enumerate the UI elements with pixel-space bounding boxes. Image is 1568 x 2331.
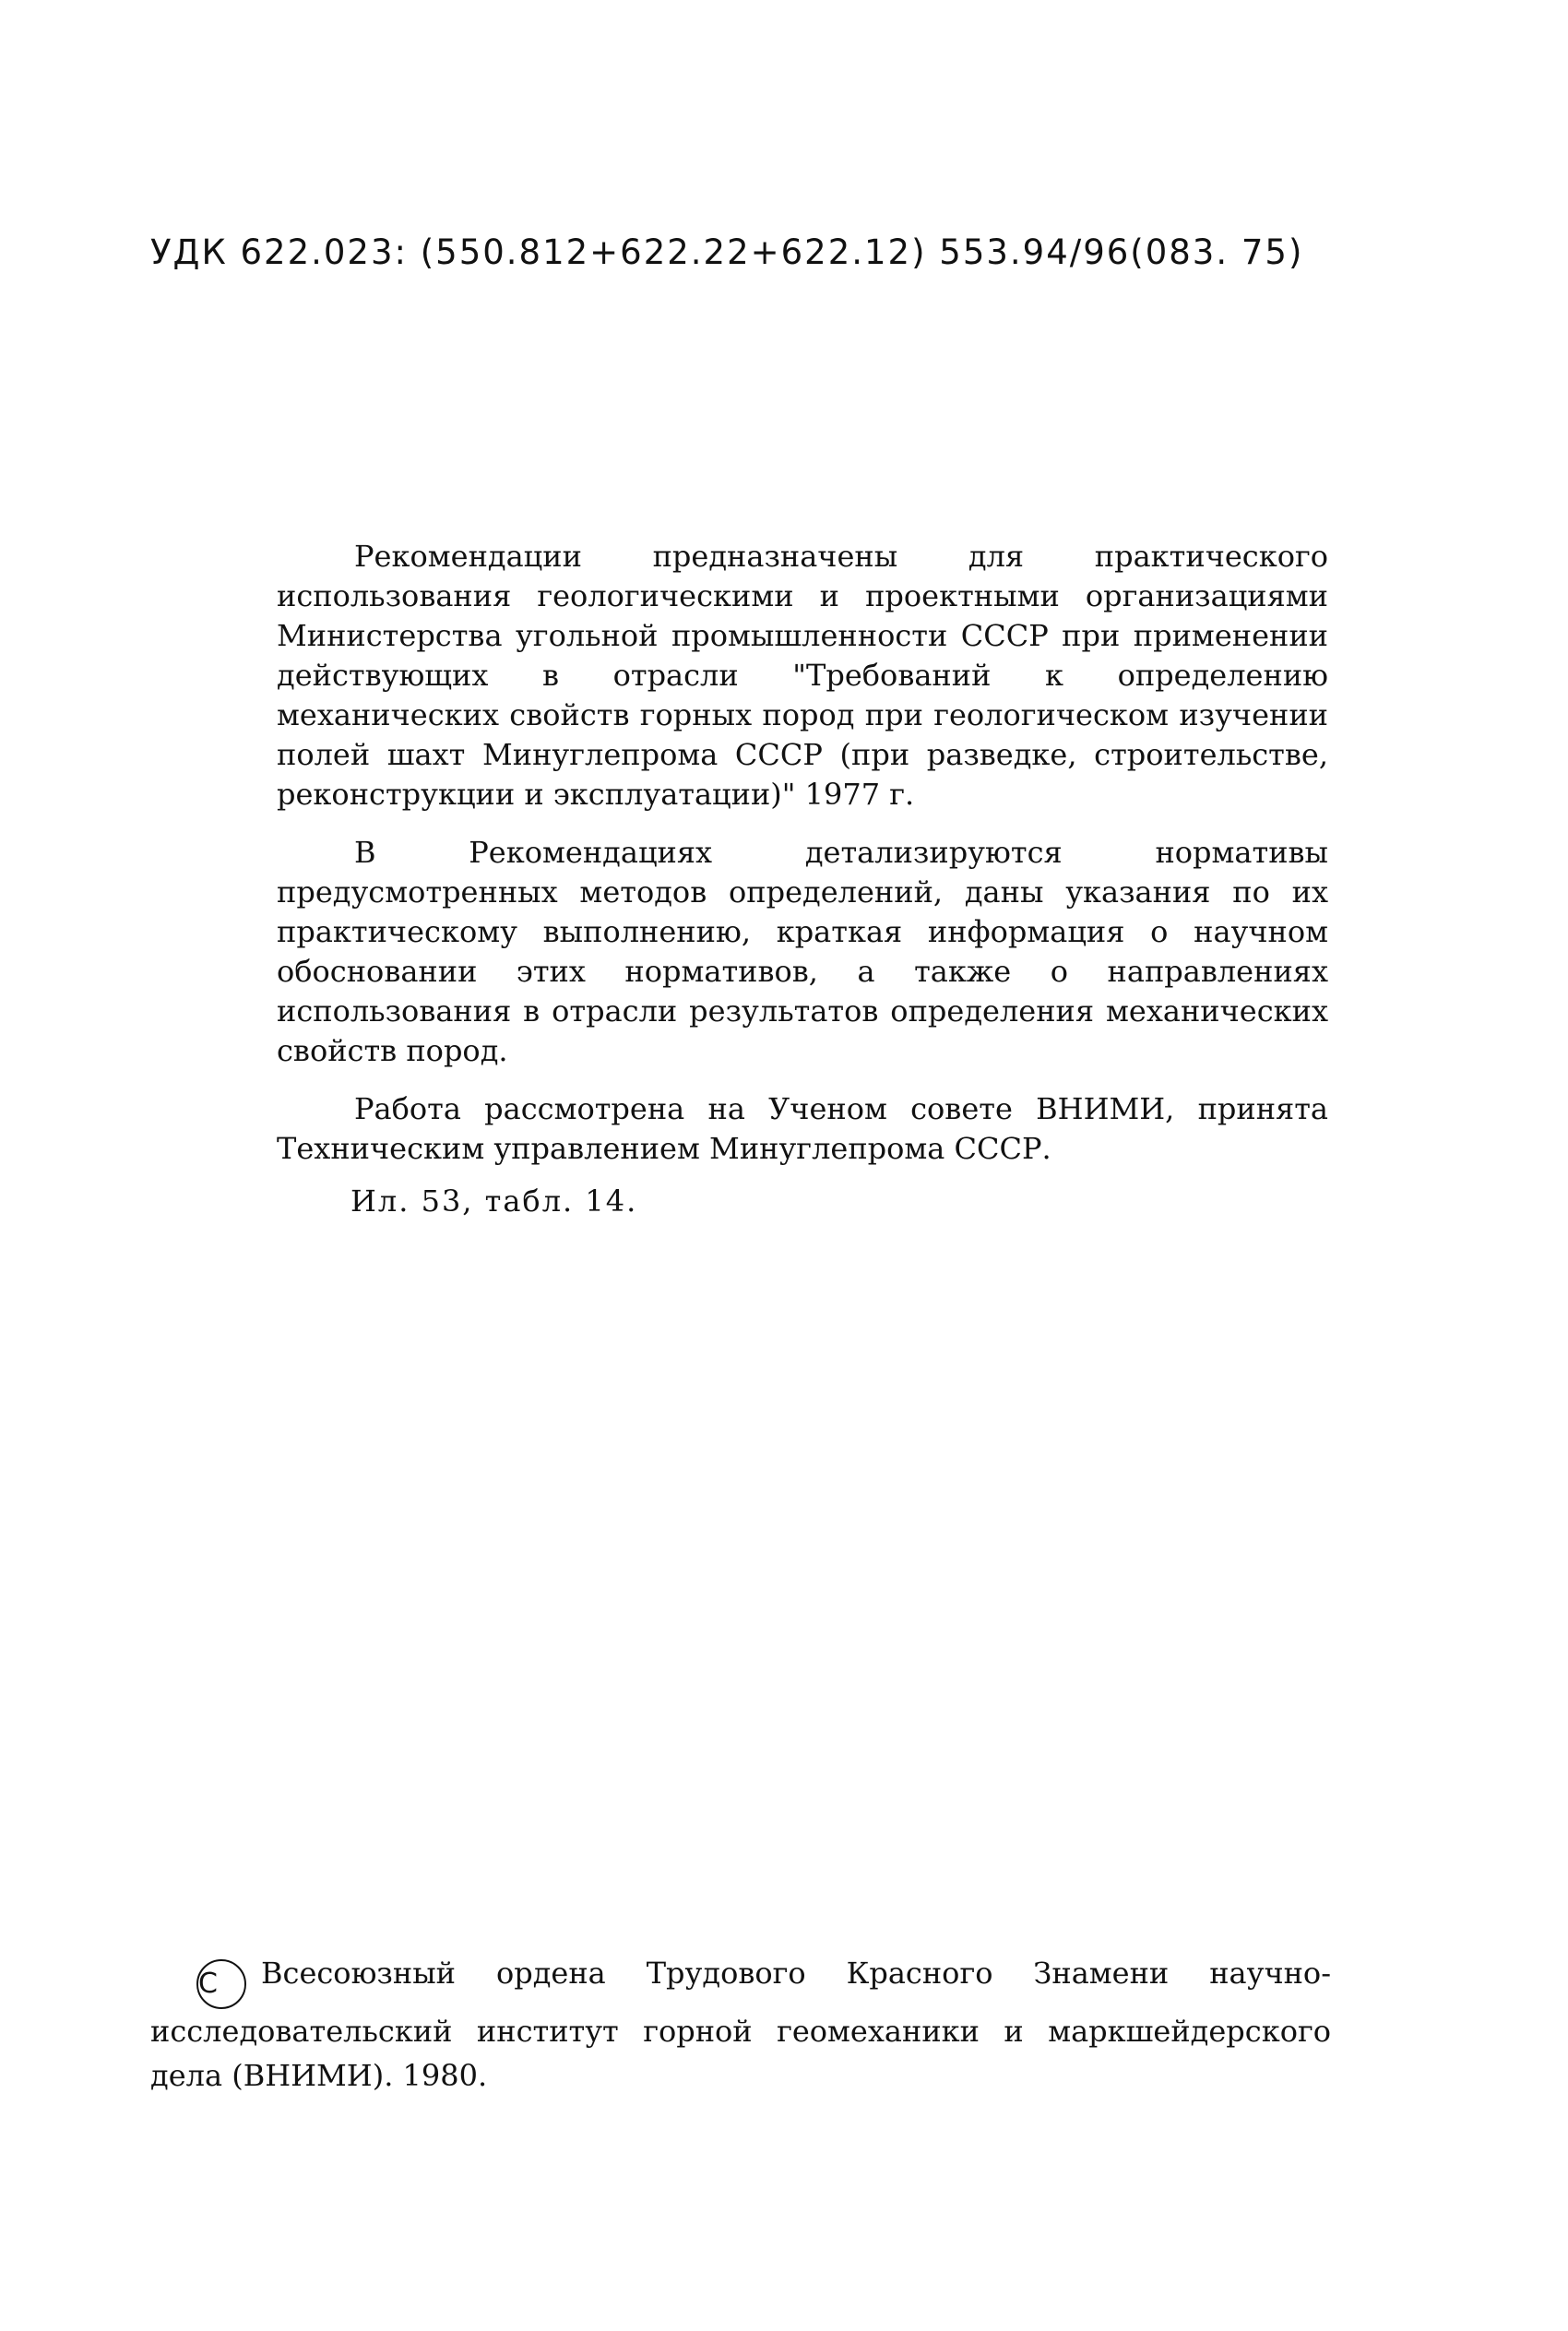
copyright-icon: C	[196, 1959, 246, 2009]
annotation-paragraph-2: В Рекомендациях детализируются нормативы предусмотренных методов определений, даны указания по их практическому выполнению, краткая информация о научном обосновании этих нормативов, а также о направлениях использования в отрасли результатов определения механических свойств пород.	[277, 835, 1328, 1068]
copyright-notice	[150, 1951, 1331, 2098]
annotation-paragraph-1: Рекомендации предназначены для практического использования геологическими и проектными организациями Министерства угольной промышленности СССР при применении действующих в отрасли "Требований к определению механических свойств горных пород при геологическом изучении полей шахт Минуглепрома СССР (при разведке, строительстве, реконструкции и эксплуатации)" 1977 г.	[277, 539, 1328, 812]
udk-classification: УДК 622.023: (550.812+622.22+622.12) 553.94/96(083. 75)	[150, 232, 1304, 272]
illustrations-count: Ил. 53, табл. 14.	[350, 1183, 638, 1219]
annotation-block	[277, 537, 1328, 1221]
annotation-paragraph-3: Работа рассмотрена на Ученом совете ВНИМИ, принята Техническим управлением Минуглепрома СССР.	[277, 1091, 1328, 1166]
copyright-text: Всесоюзный ордена Трудового Красного Знамени научно-исследовательский институт горной геомеханики и маркшейдерского дела (ВНИМИ). 1980.	[150, 1956, 1331, 2093]
